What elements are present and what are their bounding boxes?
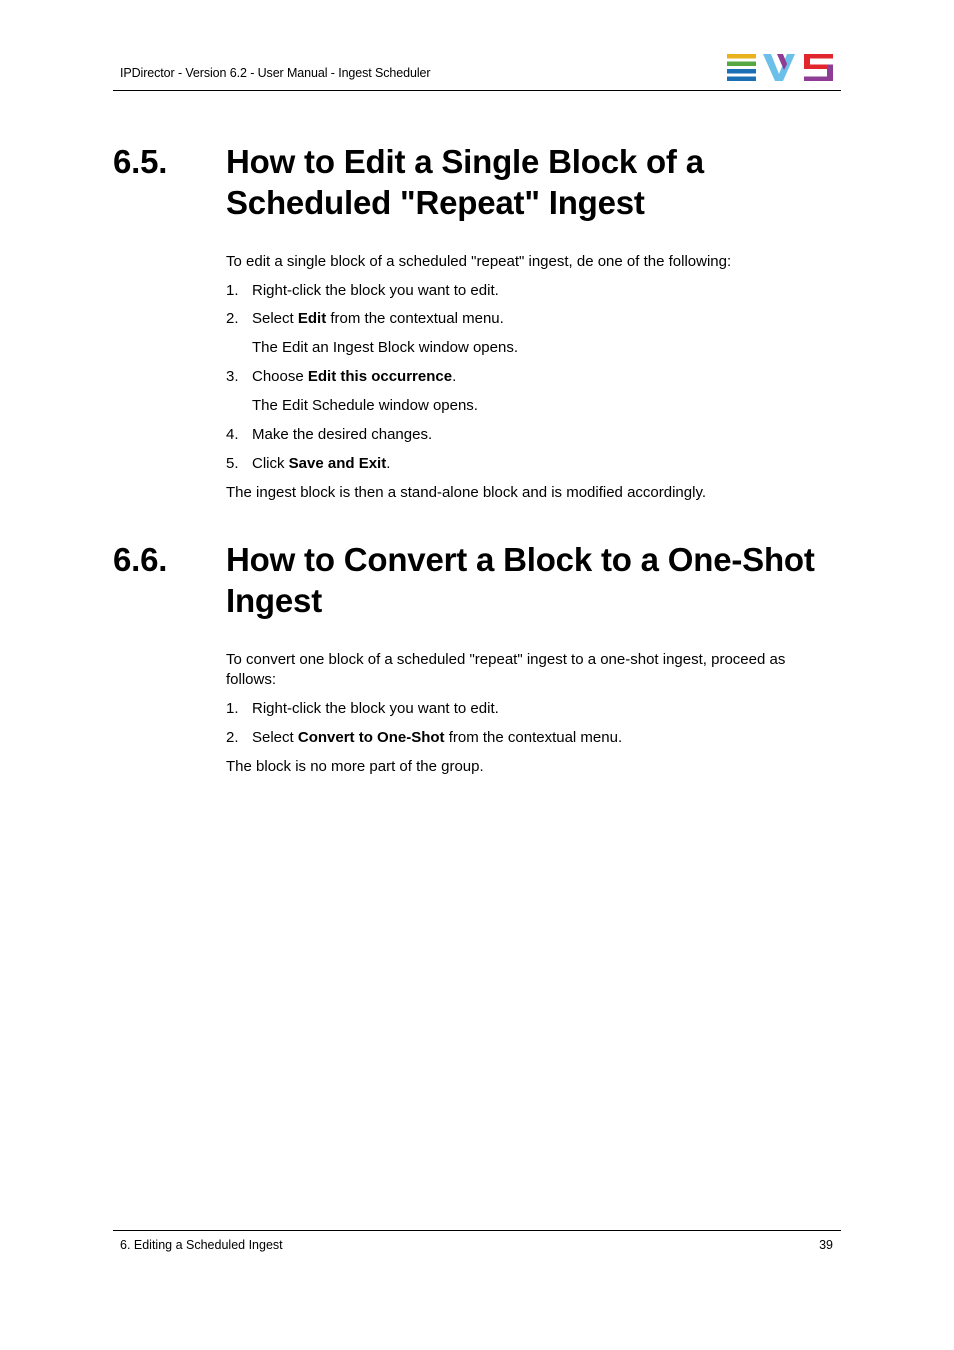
section-title: How to Convert a Block to a One-Shot Ingest [226, 541, 815, 619]
section-title: How to Edit a Single Block of a Scheduled "Repeat" Ingest [226, 143, 704, 221]
page-number: 39 [819, 1238, 833, 1252]
ui-term: Save and Exit [288, 455, 387, 472]
ui-term: Convert to One-Shot [297, 729, 445, 746]
ui-term: Edit [297, 310, 327, 327]
section-outro: The ingest block is then a stand-alone block and is modified accordingly. [226, 484, 706, 501]
step-result: The Edit an Ingest Block window opens. [252, 339, 518, 356]
header-title: IPDirector - Version 6.2 - User Manual - Ingest Scheduler [120, 66, 431, 80]
section-heading-6-5 [113, 141, 853, 225]
ui-term: Edit this occurrence [307, 368, 453, 385]
page-header [113, 50, 841, 91]
section-number: 6.6. [113, 541, 168, 578]
section-intro: To convert one block of a scheduled "repeat" ingest to a one-shot ingest, proceed as follows: [226, 651, 786, 688]
page-footer [113, 1230, 841, 1252]
footer-chapter: 6. Editing a Scheduled Ingest [120, 1238, 283, 1252]
section-heading-6-6 [113, 539, 853, 623]
section-number: 6.5. [113, 143, 168, 180]
evs-logo [727, 54, 833, 81]
section-intro: To edit a single block of a scheduled "repeat" ingest, de one of the following: [226, 253, 732, 270]
section-outro: The block is no more part of the group. [226, 758, 484, 775]
step-result: The Edit Schedule window opens. [252, 397, 478, 414]
